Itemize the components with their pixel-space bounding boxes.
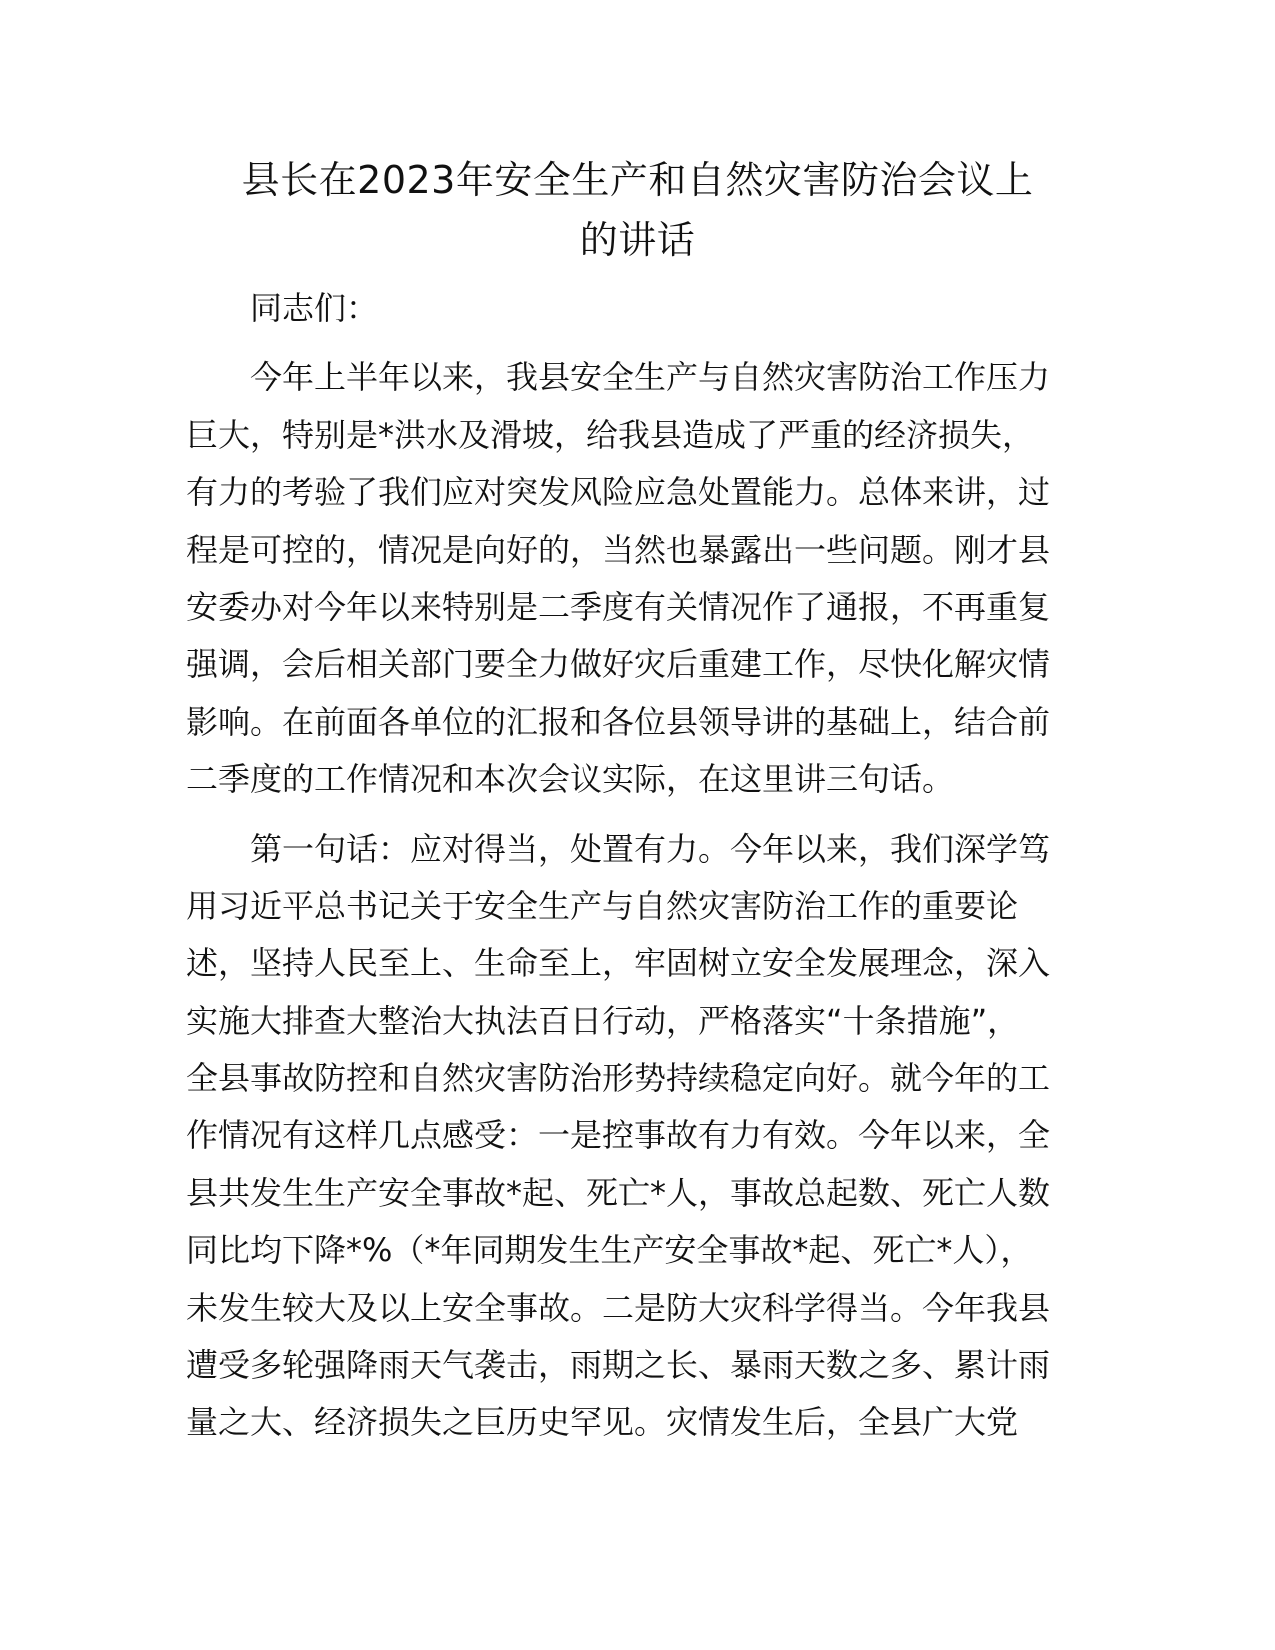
- paragraph-line: 用习近平总书记关于安全生产与自然灾害防治工作的重要论: [186, 886, 1019, 925]
- paragraph-line: 有力的考验了我们应对突发风险应急处置能力。总体来讲，过: [186, 473, 1051, 512]
- paragraph-line: 述，坚持人民至上、生命至上，牢固树立安全发展理念，深入: [186, 944, 1051, 983]
- paragraph-line: 二季度的工作情况和本次会议实际，在这里讲三句话。: [186, 760, 955, 799]
- paragraph-line: 量之大、经济损失之巨历史罕见。灾情发生后，全县广大党: [186, 1403, 1019, 1442]
- paragraph-line: 实施大排查大整治大执法百日行动，严格落实“十条措施”，: [186, 1001, 1020, 1040]
- paragraph-line: 影响。在前面各单位的汇报和各位县领导讲的基础上，结合前: [186, 702, 1051, 741]
- paragraph-line: 安委办对今年以来特别是二季度有关情况作了通报，不再重复: [186, 587, 1051, 626]
- document-body: [186, 280, 1086, 1452]
- paragraph-line: 遭受多轮强降雨天气袭击，雨期之长、暴雨天数之多、累计雨: [186, 1346, 1051, 1385]
- paragraph-line: 全县事故防控和自然灾害防治形势持续稳定向好。就今年的工: [186, 1059, 1051, 1098]
- paragraph-line: 第一句话：应对得当，处置有力。今年以来，我们深学笃: [250, 829, 1051, 868]
- title-line-1: 县长在2023年安全生产和自然灾害防治会议上: [241, 158, 1034, 202]
- paragraph-line: 同比均下降*%（*年同期发生生产安全事故*起、死亡*人），: [186, 1231, 1033, 1270]
- paragraph-line: 未发生较大及以上安全事故。二是防大灾科学得当。今年我县: [186, 1288, 1051, 1327]
- document-title: [150, 150, 1125, 270]
- paragraph-line: 巨大，特别是*洪水及滑坡，给我县造成了严重的经济损失，: [186, 415, 1035, 454]
- paragraph-gap: [186, 337, 1086, 349]
- paragraph-2: [186, 821, 1086, 1452]
- paragraph-1: [186, 349, 1086, 808]
- paragraph-line: 县共发生生产安全事故*起、死亡*人，事故总起数、死亡人数: [186, 1173, 1051, 1212]
- salutation: 同志们：: [250, 289, 379, 327]
- paragraph-line: 程是可控的，情况是向好的，当然也暴露出一些问题。刚才县: [186, 530, 1051, 569]
- paragraph-line: 今年上半年以来，我县安全生产与自然灾害防治工作压力: [250, 358, 1051, 397]
- paragraph-line: 作情况有这样几点感受：一是控事故有力有效。今年以来，全: [186, 1116, 1051, 1155]
- paragraph-gap: [186, 809, 1086, 821]
- paragraph-line: 强调，会后相关部门要全力做好灾后重建工作，尽快化解灾情: [186, 645, 1051, 684]
- title-line-2: 的讲话: [579, 218, 696, 262]
